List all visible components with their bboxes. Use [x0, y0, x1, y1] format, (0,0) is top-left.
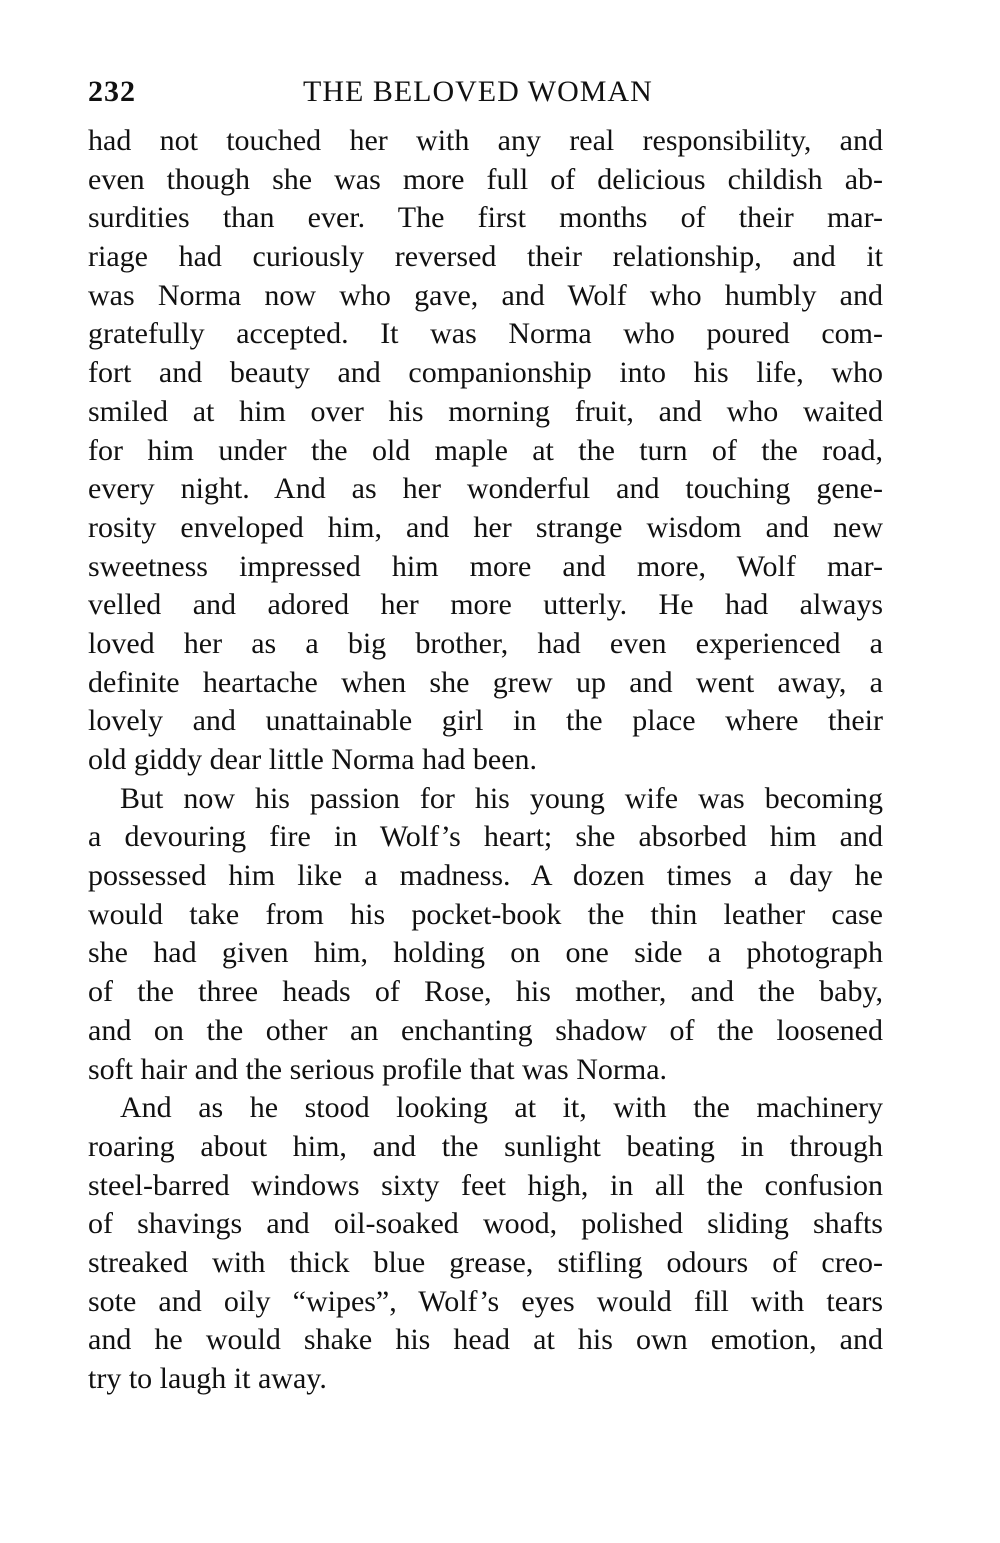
text-line: streaked with thick blue grease, stifling odours of creo-	[88, 1245, 883, 1279]
paragraph	[88, 1089, 883, 1399]
paragraph	[88, 780, 883, 1090]
text-line: sweetness impressed him more and more, Wolf mar-	[88, 549, 883, 583]
text-line: rosity enveloped him, and her strange wisdom and new	[88, 510, 883, 544]
book-page	[88, 62, 883, 1399]
text-line: And as he stood looking at it, with the machinery	[120, 1091, 883, 1125]
text-line: velled and adored her more utterly. He had always	[88, 588, 883, 622]
text-line: But now his passion for his young wife was becoming	[120, 781, 883, 815]
text-line: was Norma now who gave, and Wolf who humbly and	[88, 278, 883, 312]
text-line: old giddy dear little Norma had been.	[88, 743, 538, 776]
text-line: loved her as a big brother, had even experienced a	[88, 626, 883, 660]
text-line: a devouring fire in Wolf’s heart; she absorbed him and	[88, 820, 883, 854]
body-text	[88, 122, 883, 1399]
text-line: had not touched her with any real responsibility, and	[88, 124, 883, 157]
text-line: sote and oily “wipes”, Wolf’s eyes would fill with tears	[88, 1284, 883, 1318]
text-line: for him under the old maple at the turn of the road,	[88, 433, 883, 467]
text-line: every night. And as her wonderful and touching gene-	[88, 472, 883, 506]
running-title: THE BELOVED WOMAN	[303, 75, 653, 108]
text-line: and he would shake his head at his own emotion, and	[88, 1323, 883, 1357]
text-line: lovely and unattainable girl in the place where their	[88, 704, 883, 738]
page-header	[88, 62, 883, 122]
text-line: steel-barred windows sixty feet high, in all the confusion	[88, 1168, 883, 1202]
text-line: fort and beauty and companionship into his life, who	[88, 356, 883, 390]
text-line: even though she was more full of delicious childish ab-	[88, 162, 883, 196]
text-line: surdities than ever. The first months of their mar-	[88, 201, 883, 235]
paragraph	[88, 122, 883, 780]
text-line: of shavings and oil-soaked wood, polished sliding shafts	[88, 1207, 883, 1241]
text-line: gratefully accepted. It was Norma who poured com-	[88, 317, 883, 351]
text-line: riage had curiously reversed their relationship, and it	[88, 240, 883, 274]
text-line: would take from his pocket-book the thin leather case	[88, 897, 883, 931]
text-line: try to laugh it away.	[88, 1362, 327, 1395]
text-line: smiled at him over his morning fruit, and who waited	[88, 394, 883, 428]
text-line: she had given him, holding on one side a photograph	[88, 936, 883, 970]
text-line: of the three heads of Rose, his mother, and the baby,	[88, 975, 883, 1009]
text-line: and on the other an enchanting shadow of the loosened	[88, 1013, 883, 1047]
text-line: possessed him like a madness. A dozen times a day he	[88, 859, 883, 893]
text-line: soft hair and the serious profile that was Norma.	[88, 1052, 668, 1086]
text-line: definite heartache when she grew up and went away, a	[88, 665, 883, 699]
page-number: 232	[88, 75, 136, 108]
text-line: roaring about him, and the sunlight beating in through	[88, 1129, 883, 1163]
